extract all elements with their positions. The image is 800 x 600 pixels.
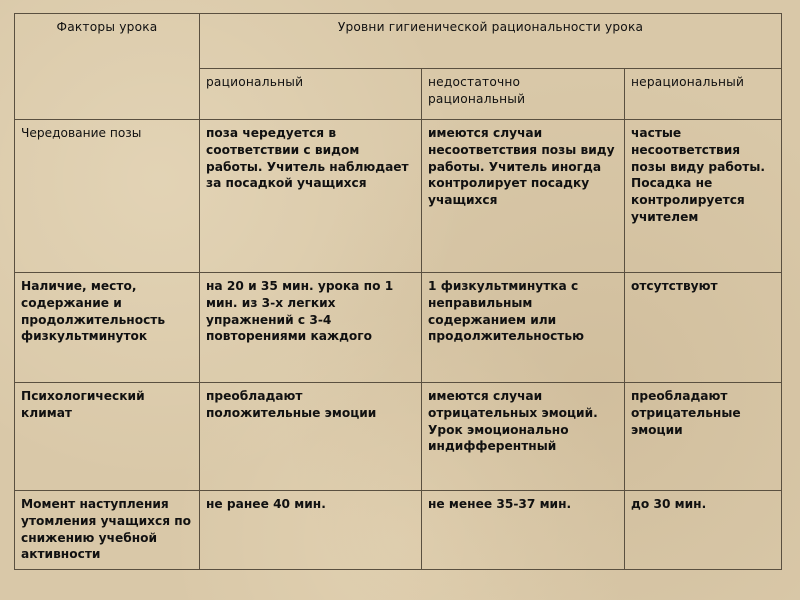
table-row (15, 491, 782, 570)
insufficient-cell: не менее 35-37 мин. (422, 491, 625, 570)
header-factors: Факторы урока (15, 14, 200, 120)
irrational-cell: преобладают отрицательные эмоции (625, 383, 782, 491)
insufficient-cell: имеются случаи несоответствия позы виду работы. Учитель иногда контролирует посадку учащихся (422, 120, 625, 273)
irrational-cell: до 30 мин. (625, 491, 782, 570)
table-row (15, 120, 782, 273)
factor-cell: Момент наступления утомления учащихся по снижению учебной активности (15, 491, 200, 570)
header-levels: Уровни гигиенической рациональности урока (200, 14, 782, 69)
hygiene-rationality-table (14, 13, 782, 570)
header-level-irrational: нерациональный (625, 69, 782, 120)
insufficient-cell: имеются случаи отрицательных эмоций. Урок эмоционально индифферентный (422, 383, 625, 491)
factor-cell: Чередование позы (15, 120, 200, 273)
header-row-top (15, 14, 782, 69)
rational-cell: поза чередуется в соответствии с видом работы. Учитель наблюдает за посадкой учащихся (200, 120, 422, 273)
irrational-cell: отсутствуют (625, 273, 782, 383)
irrational-cell: частые несоответствия позы виду работы. Посадка не контролируется учителем (625, 120, 782, 273)
header-level-insufficient: недостаточно рациональный (422, 69, 625, 120)
factor-cell: Наличие, место, содержание и продолжительность физкультминуток (15, 273, 200, 383)
factor-cell: Психологический климат (15, 383, 200, 491)
header-level-rational: рациональный (200, 69, 422, 120)
table-row (15, 273, 782, 383)
table-row (15, 383, 782, 491)
rational-cell: не ранее 40 мин. (200, 491, 422, 570)
rational-cell: преобладают положительные эмоции (200, 383, 422, 491)
rational-cell: на 20 и 35 мин. урока по 1 мин. из 3-х легких упражнений с 3-4 повторениями каждого (200, 273, 422, 383)
insufficient-cell: 1 физкультминутка с неправильным содержанием или продолжительностью (422, 273, 625, 383)
